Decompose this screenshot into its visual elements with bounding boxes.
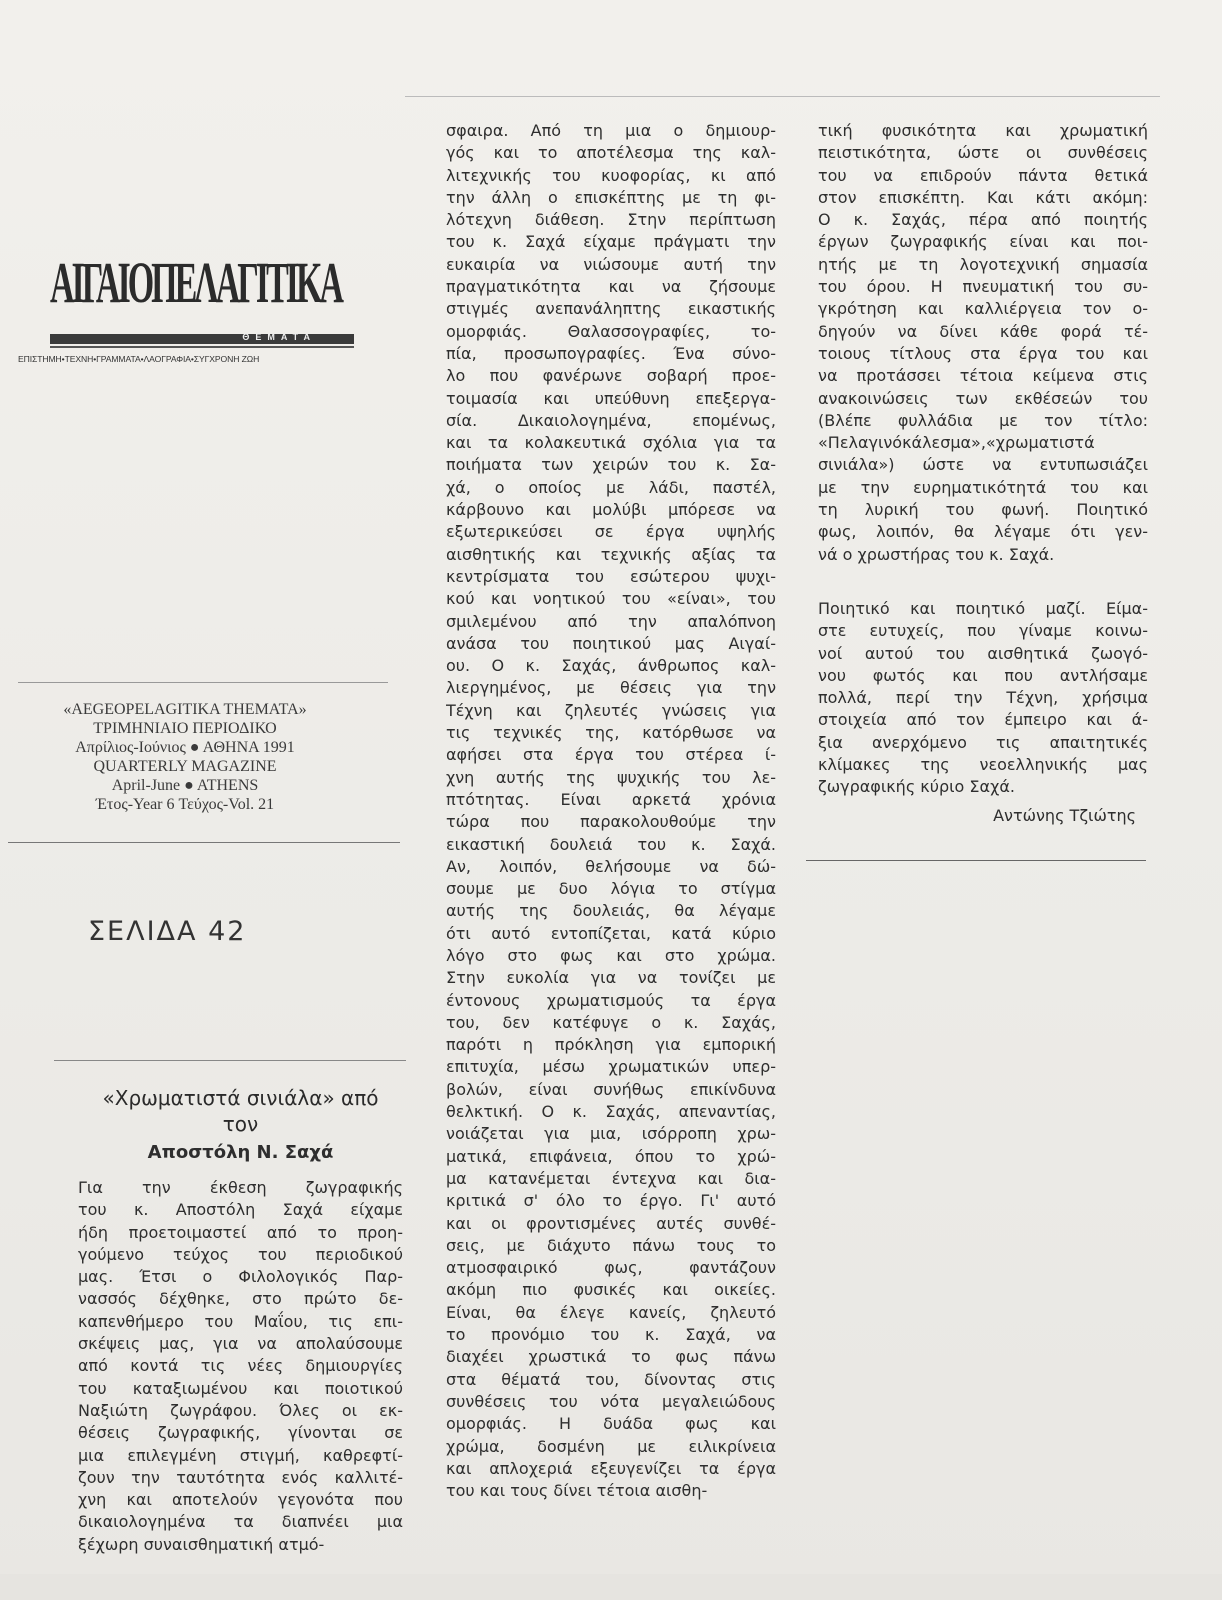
text-line: νά ο χρωστήρας του κ. Σαχά. bbox=[818, 544, 1055, 564]
article-column-1 bbox=[78, 1085, 403, 1556]
text-line: του, δεν κατέφυγε ο κ. Σαχάς, bbox=[446, 1012, 776, 1032]
article-column-2 bbox=[446, 120, 776, 1502]
text-line: το προνόμιο του κ. Σαχά, να bbox=[446, 1325, 776, 1345]
text-line: έντονους χρωματισμούς τα έργα bbox=[446, 990, 776, 1010]
text-line: νασσός δέχθηκε, στο πρώτο δε- bbox=[78, 1289, 403, 1309]
text-line: νοί αυτού του αισθητικά ζωογό- bbox=[818, 643, 1148, 663]
text-line: τοιμασία και υπεύθυνη επεξεργα- bbox=[446, 388, 776, 408]
text-line: να προτάσσει τέτοια κείμενα στις bbox=[818, 366, 1148, 386]
text-line: ου. Ο κ. Σαχάς, άνθρωπος καλ- bbox=[446, 656, 776, 676]
text-line: ματικά, επιφάνεια, όπου το χρώ- bbox=[446, 1146, 776, 1166]
text-line: Ποιητικό και ποιητικό μαζί. Είμα- bbox=[818, 598, 1148, 618]
article-title-line: τον bbox=[222, 1112, 259, 1136]
text-line: πειστικότητα, ώστε οι συνθέσεις bbox=[818, 143, 1148, 163]
text-line: λο που φανέρωνε σοβαρή προε- bbox=[446, 366, 776, 386]
text-line: Στην ευκολία για να τονίζει με bbox=[446, 968, 776, 988]
pubinfo-line: Απρίλιος-Ιούνιος ● ΑΘΗΝΑ 1991 bbox=[75, 739, 295, 756]
text-line: σμιλεμένου από την απαλόπνοη bbox=[446, 611, 776, 631]
text-line: ανακοινώσεις των εκθέσεών του bbox=[818, 388, 1148, 408]
article-title-line: «Χρωματιστά σινιάλα» από bbox=[102, 1086, 379, 1110]
text-line: ότι αυτό εντοπίζεται, κατά κύριο bbox=[446, 923, 776, 943]
text-line: καπενθήμερο του Μαΐου, τις επι- bbox=[78, 1311, 403, 1331]
text-line: σκέψεις μας, για να απολαύσουμε bbox=[78, 1334, 403, 1354]
text-line: επιτυχία, μέσω χρωματικών υπερ- bbox=[446, 1057, 776, 1077]
text-line: Τέχνη και ζηλευτές γνώσεις για bbox=[446, 700, 776, 720]
text-line: κού και νοητικού του «είναι», του bbox=[446, 589, 776, 609]
text-line: βολών, είναι συνήθως επικίνδυνα bbox=[446, 1079, 776, 1099]
text-line: ομορφιάς. Θαλασσογραφίες, το- bbox=[446, 321, 776, 341]
text-line: κλίμακες της νεοελληνικής μας bbox=[818, 755, 1148, 775]
text-line: ποιήματα των χειρών του κ. Σα- bbox=[446, 455, 776, 475]
text-line: τις τεχνικές της, κατόρθωσε να bbox=[446, 723, 776, 743]
text-line: γούμενο τεύχος του περιοδικού bbox=[78, 1244, 403, 1264]
masthead-tagline: ΕΠΙΣΤΗΜΗ•ΤΕΧΝΗ•ΓΡΑΜΜΑΤΑ•ΛΑΟΓΡΑΦΙΑ•ΣΥΓΧΡΟΝΗ ΖΩΗ bbox=[18, 354, 260, 364]
text-line: Για την έκθεση ζωγραφικής bbox=[78, 1178, 403, 1197]
divider bbox=[8, 842, 400, 843]
text-line: στιγμές ανεπανάληπτης εικαστικής bbox=[446, 299, 776, 319]
text-line: νου φωτός και που αντλήσαμε bbox=[818, 665, 1148, 685]
text-line: παρότι η πρόκληση για εμπορική bbox=[446, 1035, 776, 1055]
text-line: σουμε με δυο λόγια το στίγμα bbox=[446, 879, 776, 899]
pubinfo-line: «AEGEOPELAGITIKA THEMATA» bbox=[63, 701, 307, 718]
text-line: του να επιδρούν πάντα θετικά bbox=[818, 165, 1148, 185]
handwritten-page-note: ΣΕΛΙΔΑ 42 bbox=[88, 916, 247, 947]
text-line: μας. Έτσι ο Φιλολογικός Παρ- bbox=[78, 1267, 403, 1287]
text-line: συνθέσεις του νότα μεγαλειώδους bbox=[446, 1391, 776, 1411]
text-line: σεις, με διάχυτο πάνω τους το bbox=[446, 1235, 776, 1255]
text-line: με την ευρηματικότητά του και bbox=[818, 477, 1148, 497]
text-line: στον επισκέπτη. Και κάτι ακόμη: bbox=[818, 187, 1148, 207]
logo-rule bbox=[50, 346, 354, 348]
text-line: φως, λοιπόν, θα λέγαμε ότι γεν- bbox=[818, 522, 1148, 542]
text-line: χνη αυτής της ψυχικής του λε- bbox=[446, 767, 776, 787]
text-line: κεντρίσματα του εσώτερου ψυχι- bbox=[446, 566, 776, 586]
text-line: σφαιρα. Από τη μια ο δημιουρ- bbox=[446, 121, 776, 140]
article-column-3 bbox=[818, 120, 1148, 827]
text-line: και οι φροντισμένες αυτές συνθέ- bbox=[446, 1213, 776, 1233]
text-line: πολλά, περί την Τέχνη, χρήσιμα bbox=[818, 688, 1148, 708]
top-rule bbox=[405, 96, 1160, 97]
text-line: του όρου. Η πνευματική του συ- bbox=[818, 277, 1148, 297]
scan-edge bbox=[0, 1574, 1222, 1600]
text-line: «Πελαγινόκάλεσμα»,«χρωματιστά bbox=[818, 433, 1095, 453]
text-line: δικαιολογημένα τα διαπνέει μια bbox=[78, 1512, 403, 1532]
text-line: και απλοχεριά εξευγενίζει τα έργα bbox=[446, 1458, 776, 1478]
text-line: αισθητικής και τεχνικής αξίας τα bbox=[446, 544, 776, 564]
text-line: μα κατανέμεται έντεχνα και δια- bbox=[446, 1168, 776, 1188]
text-line: γκρότηση και καλλιέργεια τον ο- bbox=[818, 299, 1148, 319]
text-line: κάρβουνο και μολύβι μπόρεσε να bbox=[446, 500, 776, 520]
text-line: λιεργημένος, με θέσεις για την bbox=[446, 678, 776, 698]
text-line: σία. Δικαιολογημένα, επομένως, bbox=[446, 410, 776, 430]
text-line: θελκτική. Ο κ. Σαχάς, απεναντίας, bbox=[446, 1102, 776, 1122]
pubinfo-line: April-June ● ATHENS bbox=[111, 777, 259, 794]
text-line: λότεχνη διάθεση. Στην περίπτωση bbox=[446, 210, 776, 230]
text-line: Ναξιώτη ζωγράφου. Όλες οι εκ- bbox=[78, 1400, 403, 1420]
text-line: ευκαιρία να νιώσουμε αυτή την bbox=[446, 254, 776, 274]
text-line: από κοντά τις νέες δημιουργίες bbox=[78, 1356, 403, 1376]
text-line: πτότητας. Είναι αρκετά χρόνια bbox=[446, 789, 776, 809]
pubinfo-line: QUARTERLY MAGAZINE bbox=[93, 758, 277, 775]
magazine-logo: ΑΙΓΑΙΟΠΕΛΑΓΙΤΙΚΑ bbox=[50, 252, 341, 316]
text-line: στα θέματά του, δίνοντας στις bbox=[446, 1369, 776, 1389]
article-paragraph bbox=[818, 120, 1148, 566]
text-line: Είναι, θα έλεγε κανείς, ζηλευτό bbox=[446, 1302, 776, 1322]
text-line: ητής με τη λογοτεχνική σημασία bbox=[818, 254, 1148, 274]
text-line: ξέχωρη συναισθηματική ατμό- bbox=[78, 1534, 325, 1554]
text-line: Αν, λοιπόν, θελήσουμε να δώ- bbox=[446, 856, 776, 876]
text-line: γός και το αποτέλεσμα της καλ- bbox=[446, 143, 776, 163]
text-line: στοιχεία από τον έμπειρο και ά- bbox=[818, 710, 1148, 730]
text-line: διαχέει χρωστικά το φως πάνω bbox=[446, 1347, 776, 1367]
text-line: μια επιλεγμένη στιγμή, καθρεφτί- bbox=[78, 1445, 403, 1465]
publication-info bbox=[20, 700, 350, 814]
logo-subtitle: ΘΕΜΑΤΑ bbox=[242, 332, 316, 342]
text-line: χνη και αποτελούν γεγονότα που bbox=[78, 1490, 403, 1510]
text-line: πραγματικότητα και να ζήσουμε bbox=[446, 277, 776, 297]
text-line: λόγο στο φως και στο χρώμα. bbox=[446, 945, 776, 965]
text-line: του κ. Σαχά είχαμε πράγματι την bbox=[446, 232, 776, 252]
text-line: ομορφιάς. Η δυάδα φως και bbox=[446, 1414, 776, 1434]
text-line: πία, προσωπογραφίες. Ένα σύνο- bbox=[446, 343, 776, 363]
text-line: νοιάζεται για μια, ισόρροπη χρω- bbox=[446, 1124, 776, 1144]
text-line: ζουν την ταυτότητα ενός καλλιτέ- bbox=[78, 1467, 403, 1487]
text-line: Ο κ. Σαχάς, πέρα από ποιητής bbox=[818, 210, 1148, 230]
article-title bbox=[78, 1085, 403, 1137]
article-author: Αποστόλη Ν. Σαχά bbox=[147, 1142, 334, 1163]
text-line: ανάσα του ποιητικού μας Αιγαί- bbox=[446, 633, 776, 653]
text-line: θέσεις ζωγραφικής, γίνονται σε bbox=[78, 1423, 403, 1443]
logo-bar bbox=[50, 334, 354, 344]
text-line: ξια ανερχόμενο τις απαιτητικές bbox=[818, 732, 1148, 752]
text-line: ακόμη πιο φυσικές και οικείες. bbox=[446, 1280, 776, 1300]
text-line: χά, ο οποίος με λάδι, παστέλ, bbox=[446, 477, 776, 497]
article-text bbox=[78, 1177, 403, 1556]
text-line: (Βλέπε φυλλάδια με τον τίτλο: bbox=[818, 410, 1148, 430]
text-line: δηγούν να δίνει κάθε φορά τέ- bbox=[818, 321, 1148, 341]
text-line: τώρα που παρακολουθούμε την bbox=[446, 812, 776, 832]
text-line: την άλλη ο επισκέπτης με τη φι- bbox=[446, 187, 776, 207]
text-line: τική φυσικότητα και χρωματική bbox=[818, 121, 1148, 140]
article-signature: Αντώνης Τζιώτης bbox=[993, 805, 1136, 825]
text-line: έργων ζωγραφικής είναι και ποι- bbox=[818, 232, 1148, 252]
pubinfo-line: Έτος-Year 6 Τεύχος-Vol. 21 bbox=[95, 796, 275, 813]
text-line: αφήσει στα έργα του στέρεα ί- bbox=[446, 745, 776, 765]
text-line: τη λυρική του φωνή. Ποιητικό bbox=[818, 500, 1148, 520]
text-line: του καταξιωμένου και ποιοτικού bbox=[78, 1378, 403, 1398]
pubinfo-line: ΤΡΙΜΗΝΙΑΙΟ ΠΕΡΙΟΔΙΚΟ bbox=[93, 720, 277, 737]
text-line: του και τους δίνει τέτοια αισθη- bbox=[446, 1481, 708, 1501]
text-line: χρώμα, δοσμένη με ειλικρίνεια bbox=[446, 1436, 776, 1456]
text-line: λιτεχνικής του κυοφορίας, κι από bbox=[446, 165, 776, 185]
article-text bbox=[446, 120, 776, 1502]
article-top-rule bbox=[54, 1060, 406, 1061]
divider bbox=[18, 682, 388, 683]
article-paragraph bbox=[818, 598, 1148, 799]
text-line: εικαστική δουλειά του κ. Σαχά. bbox=[446, 834, 776, 854]
text-line: αυτής της δουλειάς, θα λέγαμε bbox=[446, 901, 776, 921]
text-line: κριτικά σ' όλο το έργο. Γι' αυτό bbox=[446, 1191, 776, 1211]
text-line: στε ευτυχείς, που γίναμε κοινω- bbox=[818, 621, 1148, 641]
text-line: τοιους τίτλους στα έργα του και bbox=[818, 343, 1148, 363]
text-line: του κ. Αποστόλη Σαχά είχαμε bbox=[78, 1200, 403, 1220]
text-line: ατμοσφαιρικό φως, φαντάζουν bbox=[446, 1258, 776, 1278]
text-line: εξωτερικεύσει σε έργα υψηλής bbox=[446, 522, 776, 542]
text-line: ζωγραφικής κύριο Σαχά. bbox=[818, 777, 1015, 797]
text-line: ήδη προετοιμαστεί από το προη- bbox=[78, 1222, 403, 1242]
text-line: και τα κολακευτικά σχόλια για τα bbox=[446, 433, 776, 453]
text-line: σινιάλα») ώστε να εντυπωσιάζει bbox=[818, 455, 1148, 475]
article-end-rule bbox=[806, 860, 1146, 861]
